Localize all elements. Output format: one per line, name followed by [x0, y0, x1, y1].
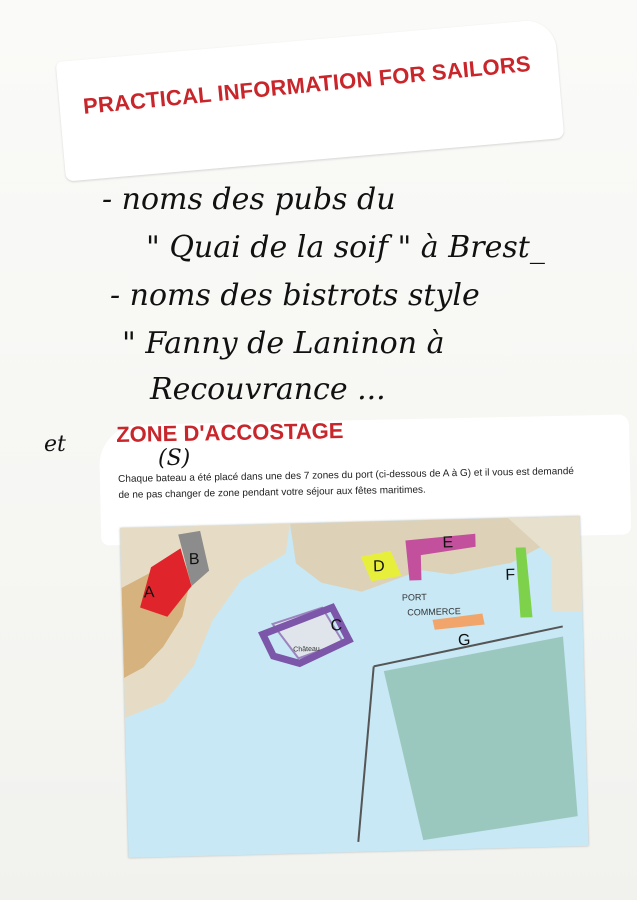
- handwritten-et: et: [44, 432, 66, 457]
- zone-label-f: F: [505, 566, 516, 584]
- zone-label-a: A: [143, 584, 155, 602]
- map-text-commerce: COMMERCE: [407, 606, 461, 618]
- zone-label-b: B: [188, 550, 200, 569]
- handwritten-line-3: - noms des bistrots style: [110, 278, 480, 313]
- handwritten-line-5: Recouvrance ...: [150, 372, 386, 407]
- zone-label-d: D: [372, 558, 385, 576]
- handwritten-s-mark: (S): [158, 446, 191, 471]
- harbor-map: [120, 516, 588, 858]
- zone-label-g: G: [457, 631, 471, 650]
- heading-sailors: PRACTICAL INFORMATION FOR SAILORS: [82, 50, 532, 119]
- handwritten-line-4: " Fanny de Laninon à: [122, 326, 445, 361]
- heading-zone: ZONE D'ACCOSTAGE: [116, 418, 344, 447]
- handwritten-line-1: - noms des pubs du: [102, 182, 396, 217]
- map-svg: [120, 516, 588, 858]
- zone-label-e: E: [442, 534, 454, 552]
- intro-paragraph: Chaque bateau a été placé dans une des 7 zones du port (ci-dessous de A à G) et il vous est demandé de ne pas changer de zone pendant votre séjour aux fêtes maritimes.: [118, 466, 575, 501]
- handwritten-line-2: " Quai de la soif " à Brest_: [146, 230, 545, 265]
- map-text-chateau: Château: [293, 645, 320, 654]
- map-text-port: PORT: [401, 591, 427, 603]
- zone-label-c: C: [330, 617, 343, 635]
